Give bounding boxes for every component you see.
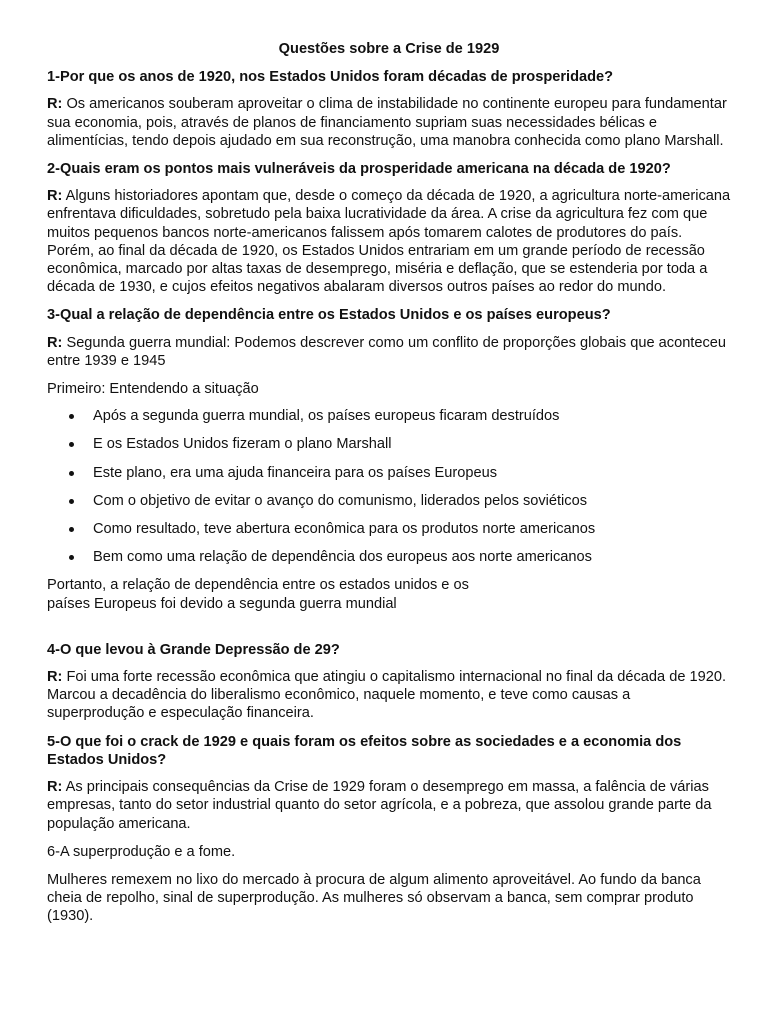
answer-3 <box>47 334 731 370</box>
answer-3-text: Segunda guerra mundial: Podemos descrever como um conflito de proporções globais que aconteceu entre 1939 e 1945 <box>47 334 727 369</box>
answer-2 <box>47 187 731 296</box>
answer-1 <box>47 95 731 150</box>
answer-label: R: <box>47 779 63 796</box>
answer-5-text: As principais consequências da Crise de 1929 foram o desemprego em massa, a falência de várias empresas, tanto do setor industrial quanto do setor agrícola, e a pobreza, que assolou grande parte da população americana. <box>47 779 712 832</box>
bullet-list <box>47 407 731 566</box>
answer-3-lead: Primeiro: Entendendo a situação <box>47 381 259 398</box>
bullet-icon <box>69 499 74 504</box>
question-1: 1-Por que os anos de 1920, nos Estados Unidos foram décadas de prosperidade? <box>47 69 614 86</box>
list-item <box>47 548 731 566</box>
list-item-text: E os Estados Unidos fizeram o plano Marshall <box>93 436 392 453</box>
bullet-icon <box>69 414 74 419</box>
answer-4-text: Foi uma forte recessão econômica que atingiu o capitalismo internacional no final da década de 1920. Marcou a decadência do liberalismo econômico, naquele momento, e teve como causas a superprodução e especulação financeira. <box>47 669 727 722</box>
answer-2-text: Alguns historiadores apontam que, desde o começo da década de 1920, a agricultura norte-americana enfrentava dificuldades, sobretudo pela baixa lucratividade da área. A crise da agricultura fez com que muitos pequenos bancos norte-americanos falissem após tomarem calotes de produtores do país. Porém, ao final da década de 1920, os Estados Unidos entrariam em um grande período de recessão econômica, marcado por altas taxas de desemprego, miséria e deflação, que se estenderia por toda a década de 1930, e cujos efeitos negativos abalaram diversos outros países ao redor do mundo. <box>47 188 731 296</box>
list-item-text: Após a segunda guerra mundial, os países europeus ficaram destruídos <box>93 408 560 425</box>
section-6-heading: 6-A superprodução e a fome. <box>47 843 236 860</box>
section-6-text: Mulheres remexem no lixo do mercado à procura de algum alimento aproveitável. Ao fundo da banca cheia de repolho, sinal de superprodução. As mulheres só observam a banca, sem comprar produto (1930). <box>47 871 701 925</box>
question-5: 5-O que foi o crack de 1929 e quais foram os efeitos sobre as sociedades e a economia dos Estados Unidos? <box>47 733 682 768</box>
answer-3-conclusion-line-2: países Europeus foi devido a segunda guerra mundial <box>47 595 397 612</box>
bullet-icon <box>69 527 74 532</box>
answer-label: R: <box>47 188 63 205</box>
answer-3-conclusion-line-1: Portanto, a relação de dependência entre os estados unidos e os <box>47 577 469 594</box>
list-item-text: Com o objetivo de evitar o avanço do comunismo, liderados pelos soviéticos <box>93 492 588 509</box>
list-item <box>47 520 731 538</box>
list-item-text: Bem como uma relação de dependência dos europeus aos norte americanos <box>93 549 592 566</box>
answer-label: R: <box>47 334 63 351</box>
list-item-text: Como resultado, teve abertura econômica para os produtos norte americanos <box>93 521 596 538</box>
blank-line <box>47 613 731 641</box>
answer-label: R: <box>47 669 63 686</box>
list-item-text: Este plano, era uma ajuda financeira para os países Europeus <box>93 464 498 481</box>
question-2: 2-Quais eram os pontos mais vulneráveis da prosperidade americana na década de 1920? <box>47 161 671 178</box>
answer-4 <box>47 668 731 723</box>
document-title: Questões sobre a Crise de 1929 <box>278 41 500 57</box>
list-item <box>47 464 731 482</box>
list-item <box>47 435 731 453</box>
bullet-icon <box>69 471 74 476</box>
answer-1-text: Os americanos souberam aproveitar o clima de instabilidade no continente europeu para fundamentar sua economia, pois, através de planos de financiamento supriam suas necessidades bélicas e alimentícias, tendo depois ajudado em sua reconstrução, uma manobra conhecida como plano Marshall. <box>47 96 727 149</box>
answer-5 <box>47 778 731 833</box>
question-4: 4-O que levou à Grande Depressão de 29? <box>47 641 340 658</box>
list-item <box>47 407 731 425</box>
bullet-icon <box>69 442 74 447</box>
document-page <box>47 40 731 936</box>
question-3: 3-Qual a relação de dependência entre os Estados Unidos e os países europeus? <box>47 307 611 324</box>
list-item <box>47 492 731 510</box>
answer-label: R: <box>47 96 63 113</box>
bullet-icon <box>69 555 74 560</box>
